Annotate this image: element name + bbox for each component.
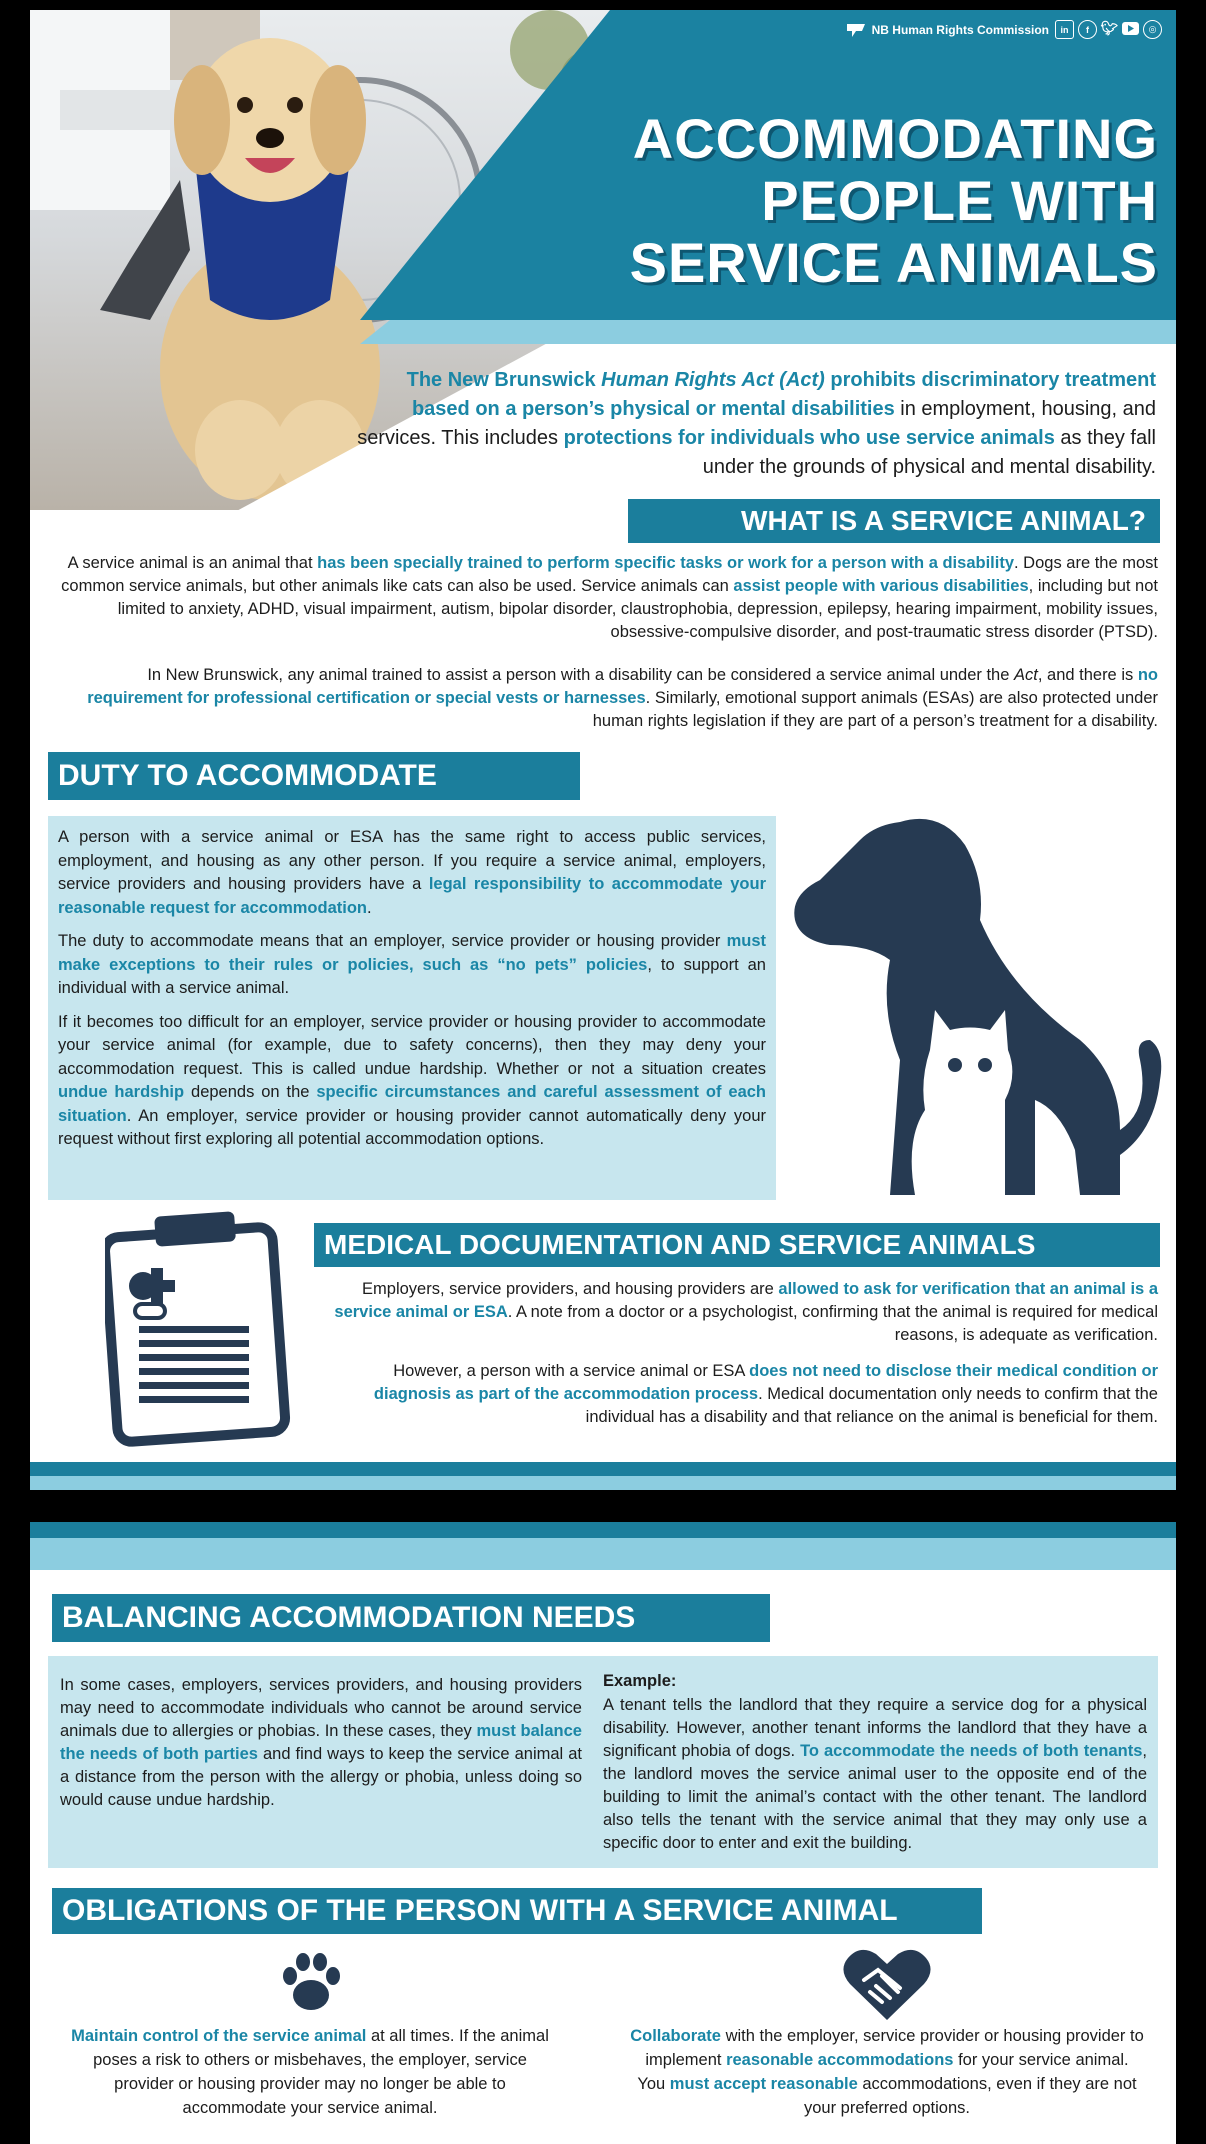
clipboard-document-icon: [105, 1208, 295, 1448]
intro-text: as they fall under the grounds of physical and mental disability.: [702, 427, 1156, 478]
para-text: A person with a service animal or ESA has the same right to access public services, employment, and housing as any other person. If you require a service animal, employers, service providers and housing providers have a: [58, 828, 766, 893]
twitter-icon[interactable]: 🐦︎: [1100, 20, 1119, 36]
top-stripe-dark: [30, 1522, 1176, 1538]
balancing-example-text: [603, 1694, 1147, 1855]
para-text: . Medical documentation only needs to confirm that the individual has a disability and that reliance on the animal is beneficial for them.: [585, 1385, 1158, 1426]
para-highlight: must balance the needs of both parties: [60, 1722, 582, 1763]
intro-text: prohibits discriminatory treatment based on a person’s physical or mental disabilities: [411, 369, 1156, 420]
title-line-3: SERVICE ANIMALS: [629, 231, 1158, 294]
brand-bar: [846, 20, 1162, 39]
footer-stripe-light: [30, 1476, 1176, 1490]
para-text: for your service animal. You: [637, 2051, 1129, 2093]
infographic-page-1: [30, 10, 1176, 1490]
para-highlight: must make exceptions to their rules or policies, such as “no pets” policies: [58, 932, 766, 974]
para-highlight: specific circumstances and careful assessment of each situation: [58, 1083, 767, 1125]
para-text: , to support an individual with a service animal.: [58, 955, 766, 997]
para-highlight: Collaborate: [630, 2027, 721, 2045]
medical-paragraph-1: [320, 1278, 1158, 1347]
globe-icon[interactable]: ◎: [1143, 20, 1162, 39]
para-text: Employers, service providers, and housing providers are: [362, 1280, 779, 1298]
intro-paragraph: [350, 366, 1156, 482]
para-text: . An employer, service provider or housing provider cannot automatically deny your request without first exploring all potential accommodation options.: [58, 1106, 766, 1148]
youtube-icon[interactable]: [1122, 20, 1139, 37]
intro-text: in employment, housing, and services. This includes: [357, 398, 1156, 449]
duty-paragraph-2: [58, 930, 766, 1001]
para-text: with the employer, service provider or housing provider to implement: [645, 2027, 1144, 2069]
para-text: .: [367, 898, 372, 917]
intro-text: The New Brunswick: [406, 369, 602, 391]
what-is-heading: WHAT IS A SERVICE ANIMAL?: [628, 499, 1160, 543]
para-text: However, a person with a service animal or ESA: [393, 1362, 750, 1380]
para-text: . A note from a doctor or a psychologist, confirming that the animal is required for medical reasons, is adequate as verification.: [507, 1303, 1158, 1344]
brand-name: NB Human Rights Commission: [871, 22, 1049, 37]
intro-text: protections for individuals who use service animals: [563, 427, 1055, 449]
para-text: A service animal is an animal that: [67, 554, 318, 572]
para-text: In New Brunswick, any animal trained to assist a person with a disability can be considered a service animal under the: [147, 666, 1014, 684]
para-text: Act: [1014, 666, 1038, 684]
top-stripe-light: [30, 1538, 1176, 1570]
title-line-2: PEOPLE WITH: [761, 169, 1158, 232]
balancing-left-text: [60, 1674, 582, 1812]
title-line-1: ACCOMMODATING: [632, 107, 1158, 170]
para-highlight: To accommodate the needs of both tenants: [800, 1742, 1143, 1760]
para-text: . Dogs are the most common service animals, but other animals like cats can also be used. Service animals can: [61, 554, 1158, 595]
footer-stripe-dark: [30, 1462, 1176, 1476]
para-highlight: no requirement for professional certification or special vests or harnesses: [87, 666, 1158, 707]
obligations-heading: OBLIGATIONS OF THE PERSON WITH A SERVICE ANIMAL: [52, 1888, 982, 1934]
social-links: [1055, 20, 1162, 39]
linkedin-icon[interactable]: in: [1055, 20, 1074, 39]
duty-paragraph-1: [58, 826, 766, 920]
para-highlight: assist people with various disabilities: [733, 577, 1029, 595]
handshake-heart-icon: [842, 1946, 932, 2022]
para-highlight: does not need to disclose their medical condition or diagnosis as part of the accommodation process: [373, 1362, 1158, 1403]
nbhrc-logo-icon: [846, 22, 866, 38]
duty-text: [58, 826, 766, 1162]
what-paragraph-2: [50, 664, 1158, 733]
balancing-heading: BALANCING ACCOMMODATION NEEDS: [52, 1594, 770, 1642]
para-highlight: Maintain control of the service animal: [71, 2027, 367, 2045]
para-highlight: legal responsibility to accommodate your reasonable request for accommodation: [58, 875, 766, 917]
para-text: , including but not limited to anxiety, ADHD, visual impairment, autism, bipolar disorder, claustrophobia, depression, epilepsy, hearing impairment, mobility issues, obsessive-compulsive disorder, and post-traumatic stress disorder (PTSD).: [117, 577, 1158, 641]
what-paragraph-1: [50, 552, 1158, 644]
para-text: at all times. If the animal poses a risk to others or misbehaves, the employer, service provider or housing provider may no longer be able to accommodate your service animal.: [93, 2027, 549, 2117]
duty-paragraph-3: [58, 1011, 766, 1152]
obligation-collaborate-text: [630, 2024, 1144, 2120]
duty-box: [48, 816, 776, 1200]
dog-and-cat-silhouette-icon: [790, 810, 1170, 1210]
para-highlight: has been specially trained to perform specific tasks or work for a person with a disability: [317, 554, 1015, 572]
medical-heading: MEDICAL DOCUMENTATION AND SERVICE ANIMALS: [314, 1223, 1160, 1267]
para-highlight: allowed to ask for verification that an animal is a service animal or ESA: [334, 1280, 1158, 1321]
para-highlight: undue hardship: [58, 1083, 185, 1101]
infographic-page-2: [30, 1522, 1176, 2144]
para-text: The duty to accommodate means that an employer, service provider or housing provider: [58, 932, 727, 950]
para-text: If it becomes too difficult for an employer, service provider or housing provider to accommodate your service animal (for example, due to safety concerns), then they may deny your accommodation request. This is called undue hardship. Whether or not a situation creates: [58, 1012, 766, 1078]
para-text: depends on the: [184, 1083, 317, 1101]
duty-heading: DUTY TO ACCOMMODATE: [48, 752, 580, 800]
paw-print-icon: [278, 1950, 344, 2016]
intro-text: Human Rights Act (Act): [601, 369, 825, 391]
para-highlight: must accept reasonable: [669, 2075, 858, 2093]
obligation-control-text: [70, 2024, 550, 2120]
para-text: , the landlord moves the service animal user to the opposite end of the building to limit the animal’s contact with the other tenant. The landlord also tells the tenant with the service animal that they may only use a specific door to enter and exit the building.: [603, 1742, 1147, 1852]
page-title: [538, 108, 1158, 294]
facebook-icon[interactable]: f: [1078, 20, 1097, 39]
para-text: . Similarly, emotional support animals (ESAs) are also protected under human rights legislation if they are part of a person’s treatment for a disability.: [592, 689, 1158, 730]
para-text: accommodations, even if they are not your preferred options.: [803, 2075, 1137, 2117]
para-text: , and there is: [1037, 666, 1138, 684]
balancing-box: [48, 1656, 1158, 1868]
para-highlight: reasonable accommodations: [726, 2051, 954, 2069]
para-text: In some cases, employers, services providers, and housing providers may need to accommodate individuals who cannot be around service animals due to allergies or phobias. In these cases, they: [60, 1676, 582, 1740]
example-label: Example:: [603, 1672, 677, 1690]
para-text: and find ways to keep the service animal at a distance from the person with the allergy or phobia, unless doing so would cause undue hardship.: [60, 1745, 583, 1809]
medical-paragraph-2: [320, 1360, 1158, 1429]
para-text: A tenant tells the landlord that they require a service dog for a physical disability. However, another tenant informs the landlord that they have a significant phobia of dogs.: [603, 1696, 1147, 1760]
